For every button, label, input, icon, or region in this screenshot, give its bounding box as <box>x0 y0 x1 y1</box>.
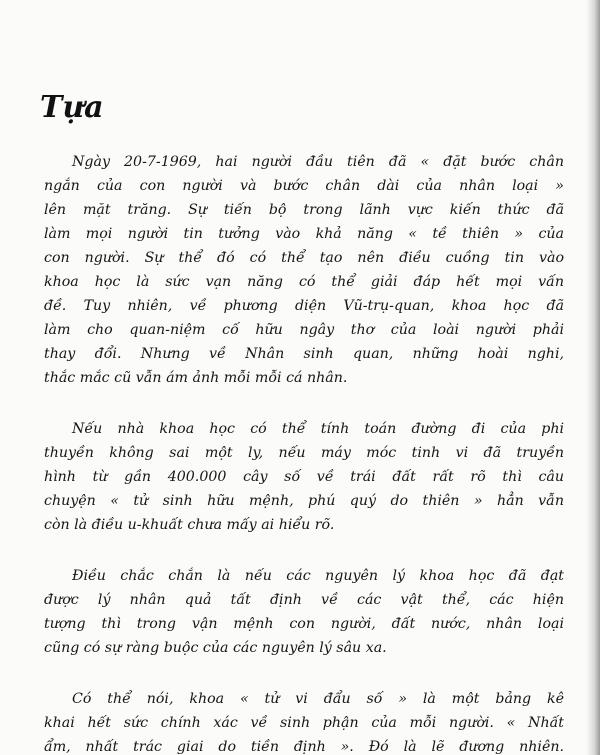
text-line: thuyền không sai một ly, nếu máy móc tinh vi đã truyền <box>44 445 564 461</box>
text-line: làm cho quan-niệm cố hữu ngây thơ của loài người phải <box>44 322 564 338</box>
text-line: con người. Sự thể đó có thể tạo nên điều cuồng tin vào <box>44 250 564 266</box>
text-line: ẩm, nhất trác giai do tiền định ». Đó là lẽ đương nhiên. <box>44 739 564 755</box>
text-line: đề. Tuy nhiên, về phương diện Vũ-trụ-quan, khoa học đã <box>44 298 564 314</box>
text-line: cũng có sự ràng buộc của các nguyên lý sâu xa. <box>44 640 387 656</box>
text-line: thay đổi. Nhưng về Nhân sinh quan, những hoài nghi, <box>44 346 564 362</box>
text-line: Điều chắc chắn là nếu các nguyên lý khoa học đã đạt <box>72 568 564 584</box>
paragraph-3 <box>44 564 564 660</box>
page-title: Tựa <box>40 90 104 125</box>
paragraph-4 <box>44 687 564 755</box>
text-line: tượng thì trong vận mệnh con người, đất nước, nhân loại <box>44 616 564 632</box>
text-line: Ngày 20-7-1969, hai người đầu tiên đã « đặt bước chân <box>72 154 564 170</box>
text-line: Nếu nhà khoa học có thể tính toán đường đi của phi <box>72 421 564 437</box>
body-text <box>44 150 564 755</box>
paragraph-2 <box>44 417 564 537</box>
text-line: lên mặt trăng. Sự tiến bộ trong lãnh vực kiến thức đã <box>44 202 564 218</box>
text-line: khai hết sức chính xác về sinh phận của mỗi người. « Nhất <box>44 715 564 731</box>
text-line: Có thể nói, khoa « tử vi đẩu số » là một bảng kê <box>72 691 564 707</box>
page-edge-shadow <box>586 0 600 755</box>
paragraph-1 <box>44 150 564 390</box>
text-line: thắc mắc cũ vẫn ám ảnh mỗi mỗi cá nhân. <box>44 370 348 386</box>
text-line: còn là điều u-khuất chưa mấy ai hiểu rõ. <box>44 517 335 533</box>
text-line: chuyện « tử sinh hữu mệnh, phú quý do thiên » hẳn vẫn <box>44 493 564 509</box>
text-line: làm mọi người tin tưởng vào khả năng « tề thiên » của <box>44 226 564 242</box>
text-line: được lý nhân quả tất định về các vật thể, các hiện <box>44 592 564 608</box>
text-line: khoa học là sức vạn năng có thể giải đáp hết mọi vấn <box>44 274 564 290</box>
text-line: ngắn của con người và bước chân dài của nhân loại » <box>44 178 564 194</box>
text-line: hình từ gần 400.000 cây số về trái đất rất rõ thì câu <box>44 469 564 485</box>
